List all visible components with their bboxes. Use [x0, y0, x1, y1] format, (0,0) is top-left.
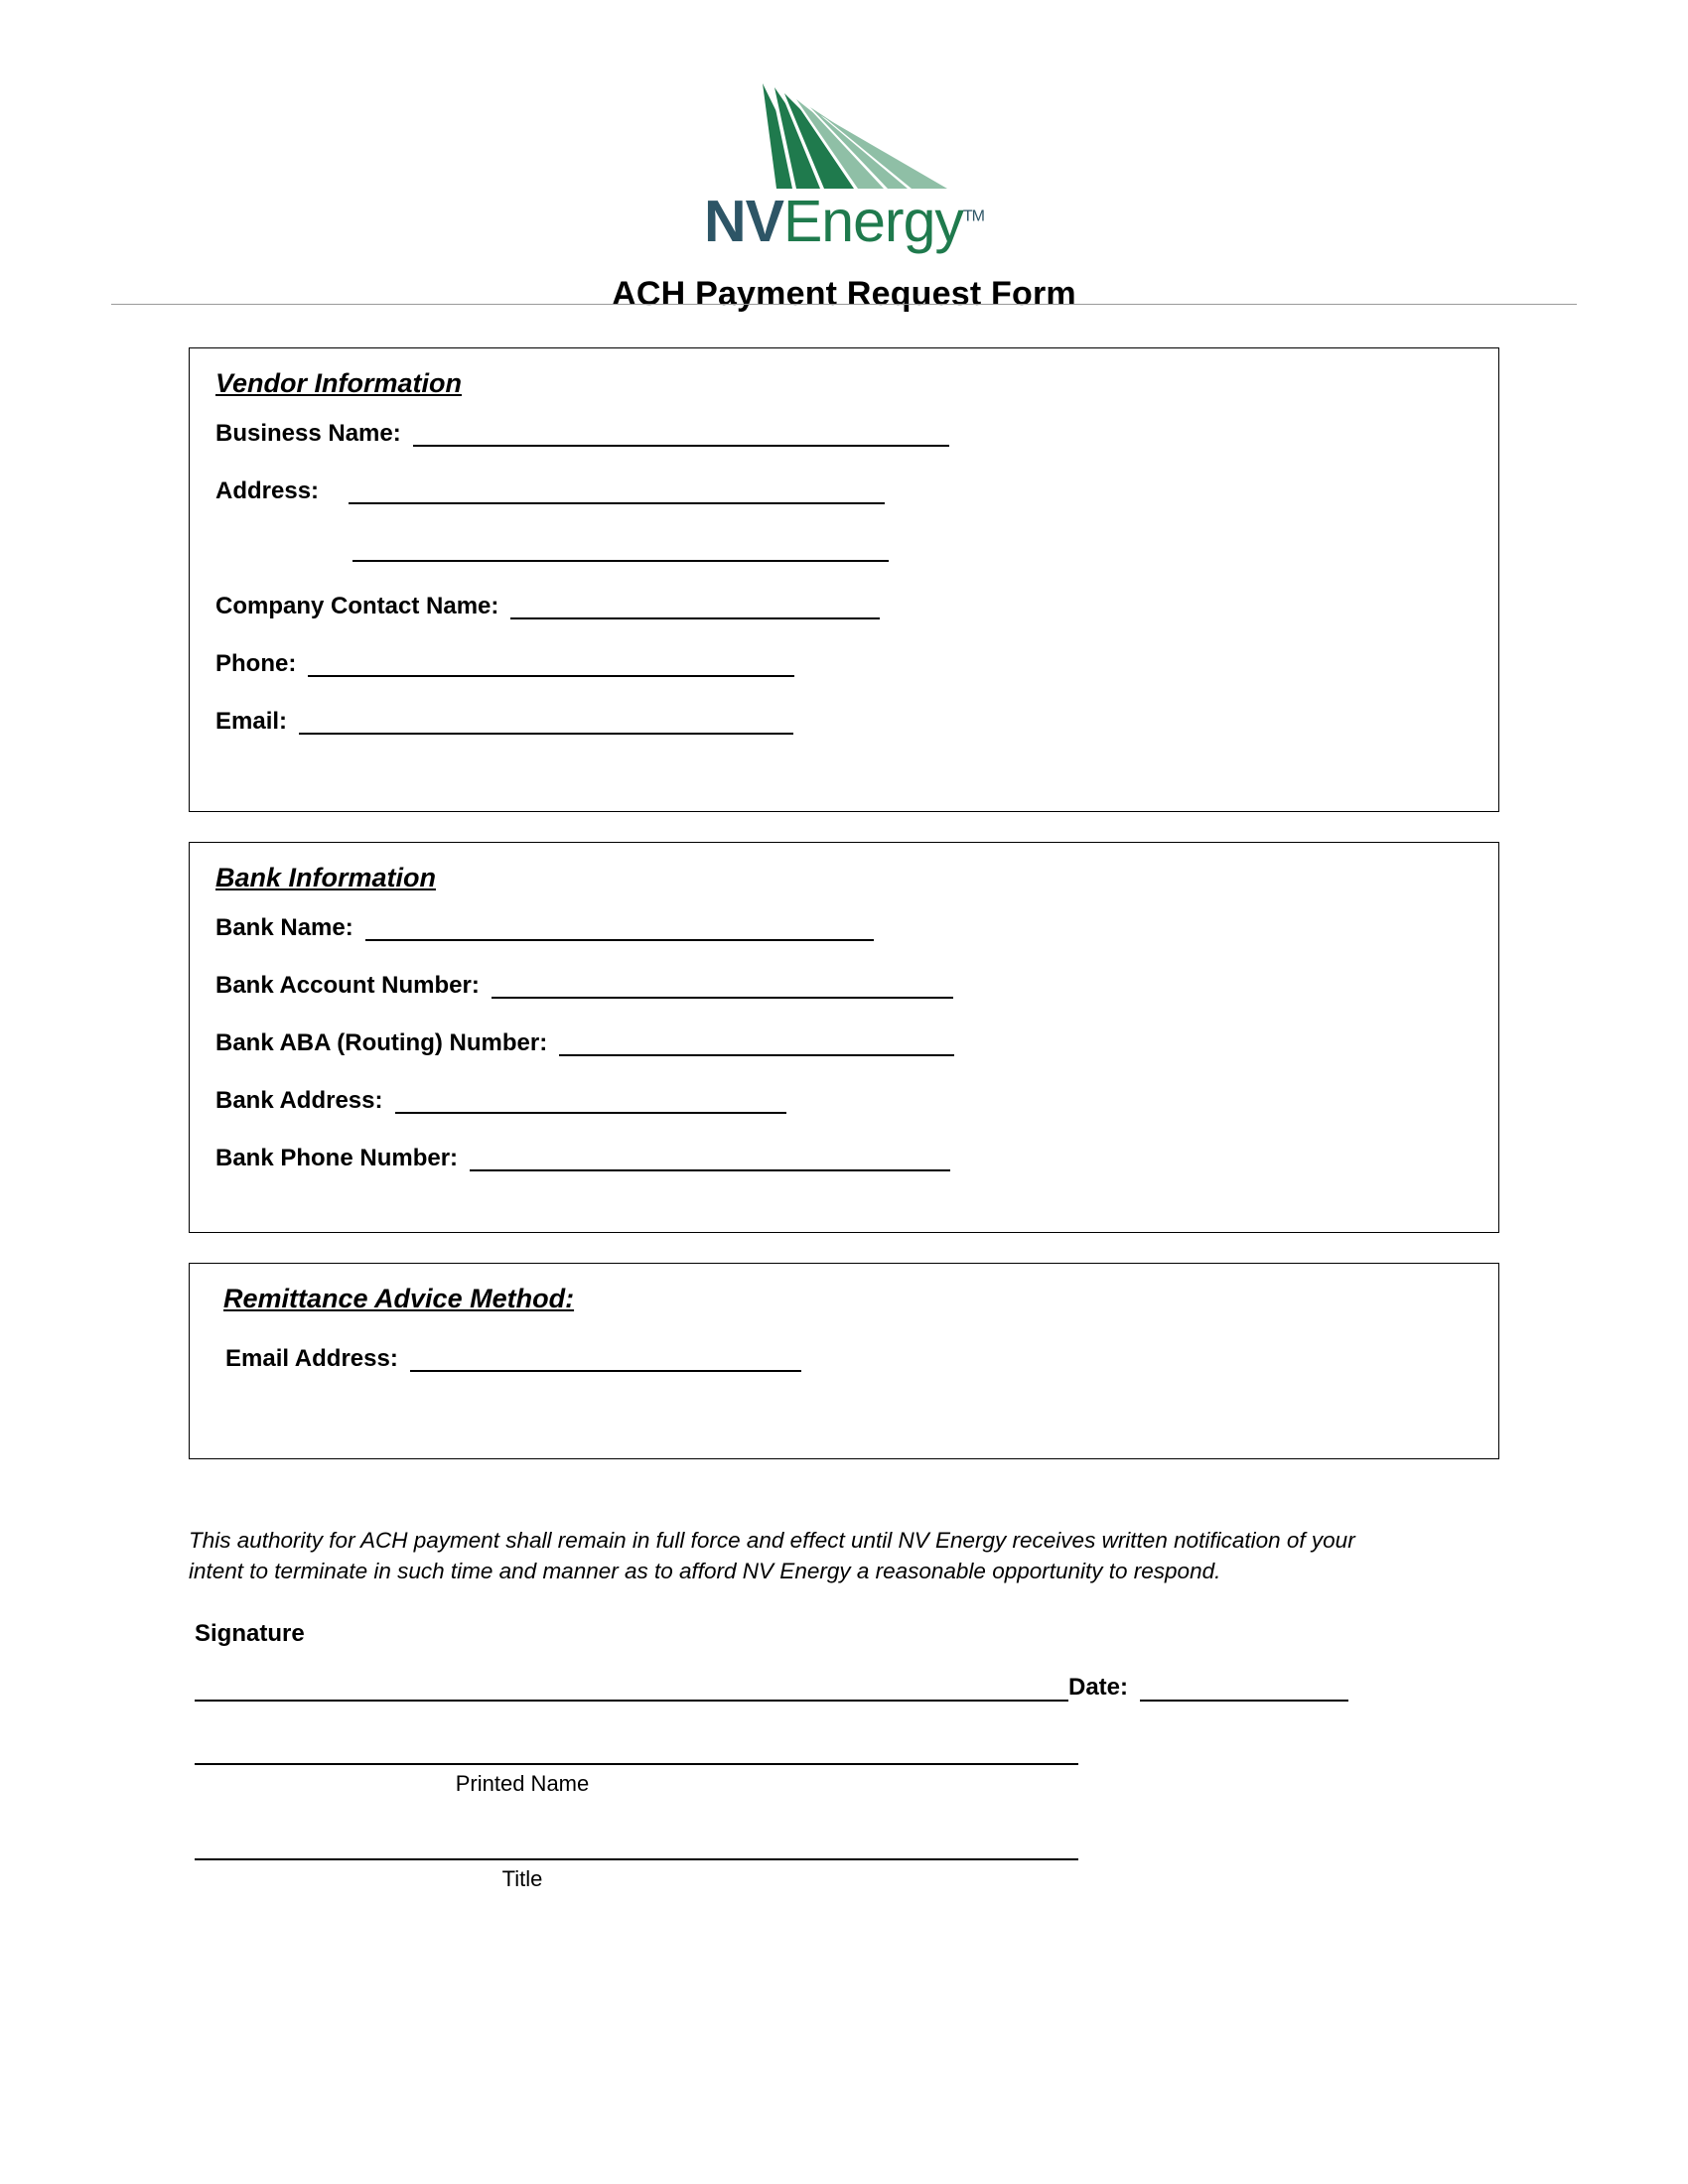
date-input[interactable]	[1140, 1676, 1348, 1702]
signature-section	[195, 1620, 1688, 1892]
trademark-symbol: TM	[962, 207, 985, 225]
bank-address-input[interactable]	[395, 1086, 786, 1114]
bank-address-label: Bank Address:	[215, 1086, 383, 1114]
phone-label: Phone:	[215, 649, 297, 677]
field-bank-phone-number	[190, 1144, 1498, 1171]
business-name-label: Business Name:	[215, 419, 401, 447]
bank-section-heading: Bank Information	[215, 863, 437, 892]
business-name-input[interactable]	[413, 419, 949, 447]
company-contact-name-input[interactable]	[510, 592, 880, 619]
bank-name-input[interactable]	[365, 913, 874, 941]
printed-name-caption: Printed Name	[455, 1771, 590, 1797]
field-bank-aba-number	[190, 1028, 1498, 1056]
page-title: ACH Payment Request Form	[612, 275, 1076, 313]
address-input-line2[interactable]	[352, 534, 889, 562]
bank-name-label: Bank Name:	[215, 913, 353, 941]
vendor-section-heading: Vendor Information	[215, 368, 462, 398]
authorization-statement: This authority for ACH payment shall remain in full force and effect until NV Energy receives written notification of your intent to terminate in such time and manner as to afford NV Energy a reasonable opportunity to respond.	[189, 1528, 1355, 1584]
field-bank-account-number	[190, 971, 1498, 999]
email-label: Email:	[215, 707, 288, 735]
remittance-section-heading: Remittance Advice Method:	[223, 1284, 575, 1313]
title-caption: Title	[501, 1866, 543, 1892]
company-contact-name-label: Company Contact Name:	[215, 592, 499, 619]
bank-aba-number-label: Bank ABA (Routing) Number:	[215, 1028, 548, 1056]
printed-name-block	[195, 1763, 1688, 1797]
field-address	[190, 477, 1498, 504]
vendor-information-section	[189, 347, 1499, 812]
address-label: Address:	[215, 477, 320, 504]
signature-label: Signature	[195, 1620, 305, 1648]
bank-account-number-label: Bank Account Number:	[215, 971, 480, 999]
remittance-email-input[interactable]	[410, 1344, 801, 1372]
title-block	[195, 1858, 1688, 1892]
field-remittance-email-address	[190, 1344, 1498, 1372]
bank-account-number-input[interactable]	[492, 971, 953, 999]
field-company-contact-name	[190, 592, 1498, 619]
signature-date-row	[195, 1674, 1688, 1702]
bank-phone-number-label: Bank Phone Number:	[215, 1144, 459, 1171]
title-input[interactable]	[195, 1858, 1078, 1860]
field-bank-address	[190, 1086, 1498, 1114]
field-phone	[190, 649, 1498, 677]
phone-input[interactable]	[308, 649, 794, 677]
logo-energy-text: Energy	[782, 189, 963, 254]
date-label: Date:	[1068, 1674, 1129, 1702]
signature-input[interactable]	[195, 1676, 1068, 1702]
logo-nv-text: NV	[703, 189, 783, 254]
remittance-advice-section	[189, 1263, 1499, 1459]
header-divider	[111, 304, 1577, 305]
logo-wordmark	[685, 189, 1003, 254]
field-bank-name	[190, 913, 1498, 941]
email-input[interactable]	[299, 707, 793, 735]
bank-information-section	[189, 842, 1499, 1233]
nv-energy-logo	[685, 71, 1003, 254]
bank-aba-number-input[interactable]	[559, 1028, 954, 1056]
mountain-rays-icon	[685, 71, 1003, 191]
field-email	[190, 707, 1498, 735]
logo-container	[0, 0, 1688, 254]
address-input-line1[interactable]	[349, 477, 885, 504]
remittance-email-label: Email Address:	[225, 1344, 398, 1372]
field-address-line2	[190, 534, 1498, 562]
printed-name-input[interactable]	[195, 1763, 1078, 1765]
field-business-name	[190, 419, 1498, 447]
bank-phone-number-input[interactable]	[470, 1144, 950, 1171]
